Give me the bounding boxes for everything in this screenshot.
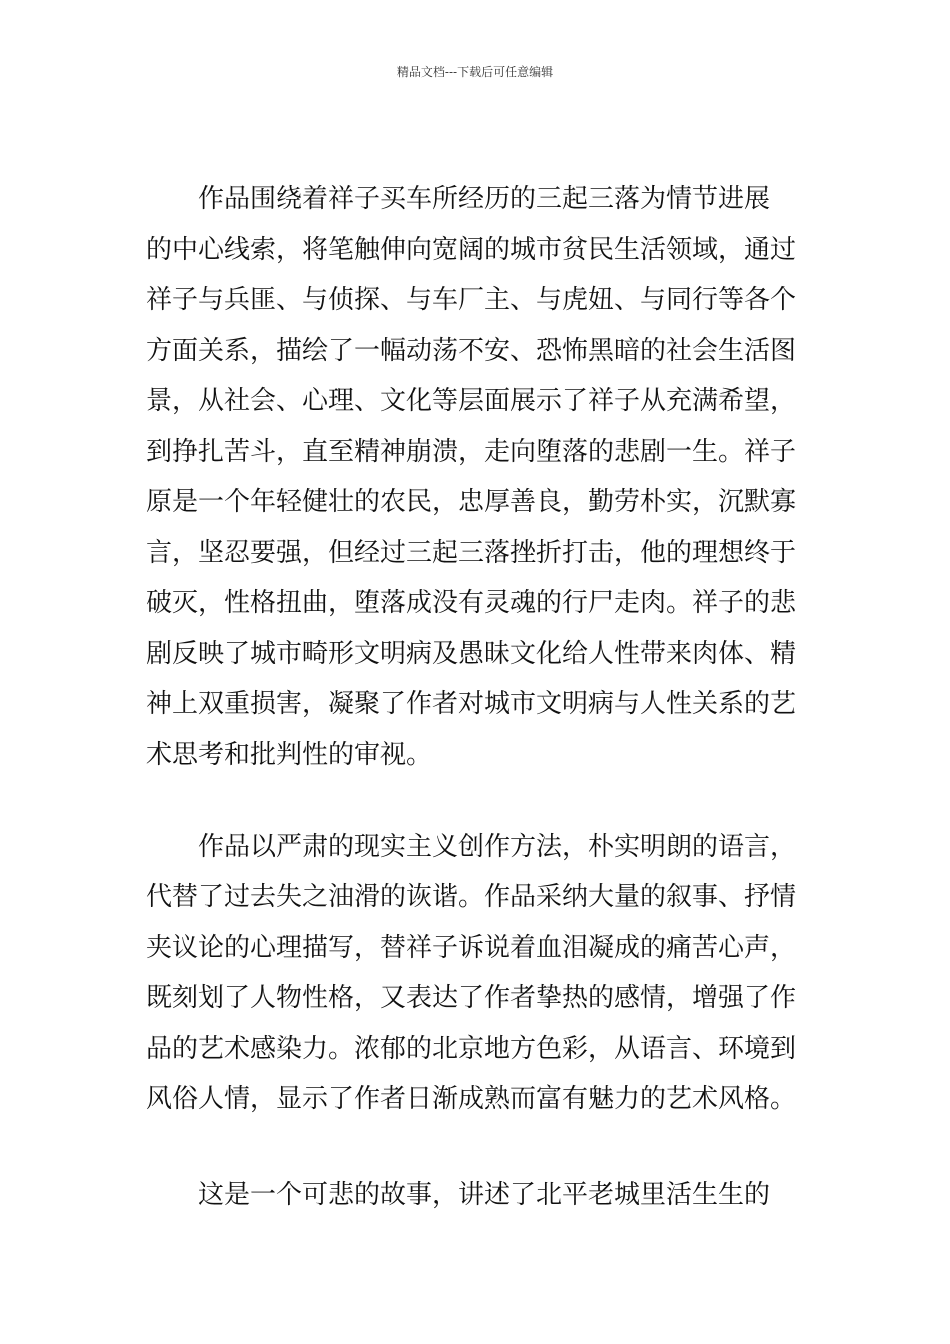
text-line: 剧反映了城市畸形文明病及愚昧文化给人性带来肉体、精 <box>146 639 797 669</box>
text-line: 方面关系，描绘了一幅动荡不安、恐怖黑暗的社会生活图 <box>146 336 797 366</box>
page-header: 精品文档---下载后可任意编辑 <box>396 65 554 79</box>
text-line: 既刻划了人物性格，又表达了作者挚热的感情，增强了作 <box>146 983 797 1013</box>
text-line: 作品以严肃的现实主义创作方法，朴实明朗的语言， <box>146 832 797 862</box>
text-line: 言，坚忍要强，但经过三起三落挫折打击，他的理想终于 <box>146 538 797 568</box>
text-line: 作品围绕着祥子买车所经历的三起三落为情节进展 <box>146 184 771 214</box>
text-line: 代替了过去失之油滑的诙谐。作品采纳大量的叙事、抒情 <box>146 882 797 912</box>
text-line: 这是一个可悲的故事，讲述了北平老城里活生生的 <box>146 1180 771 1210</box>
text-line: 品的艺术感染力。浓郁的北京地方色彩，从语言、环境到 <box>146 1034 797 1064</box>
text-line: 到挣扎苦斗，直至精神崩溃，走向堕落的悲剧一生。祥子 <box>146 437 797 467</box>
text-line: 风俗人情，显示了作者日渐成熟而富有魅力的艺术风格。 <box>146 1084 797 1114</box>
text-line: 原是一个年轻健壮的农民，忠厚善良，勤劳朴实，沉默寡 <box>146 487 797 517</box>
text-line: 术思考和批判性的审视。 <box>146 740 433 770</box>
text-line: 夹议论的心理描写，替祥子诉说着血泪凝成的痛苦心声， <box>146 933 797 963</box>
text-line: 神上双重损害，凝聚了作者对城市文明病与人性关系的艺 <box>146 689 797 719</box>
text-line: 的中心线索，将笔触伸向宽阔的城市贫民生活领域，通过 <box>146 235 797 265</box>
text-line: 破灭，性格扭曲，堕落成没有灵魂的行尸走肉。祥子的悲 <box>146 588 797 618</box>
text-line: 景，从社会、心理、文化等层面展示了祥子从充满希望， <box>146 386 797 416</box>
text-line: 祥子与兵匪、与侦探、与车厂主、与虎妞、与同行等各个 <box>146 285 797 315</box>
